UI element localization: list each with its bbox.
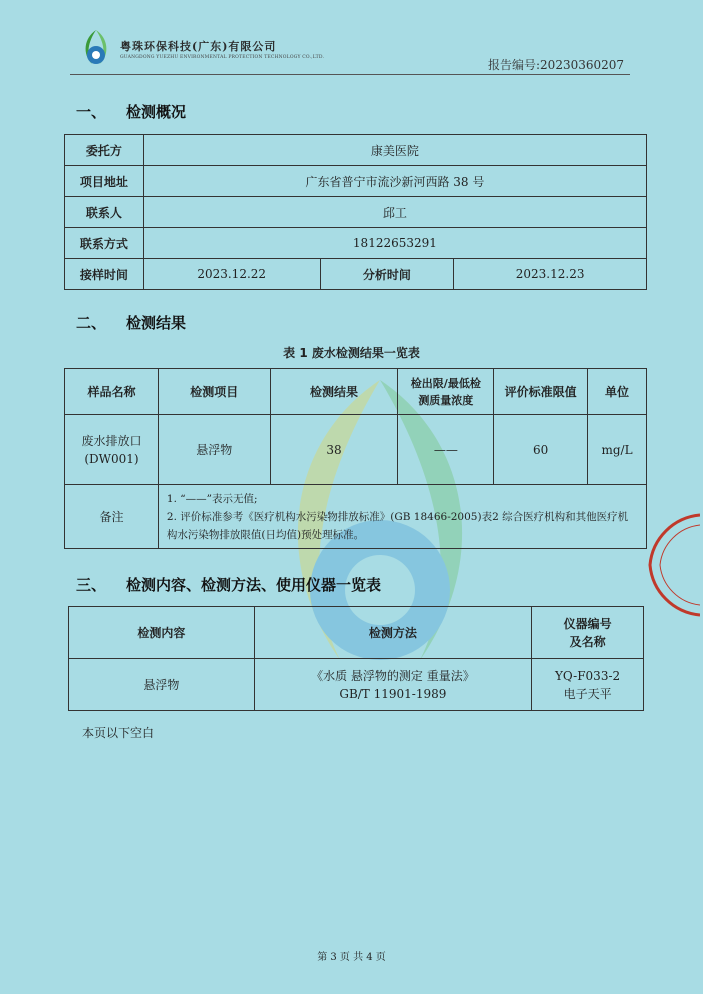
- section-2-title: [76, 312, 186, 333]
- phone-value: 18122653291: [143, 228, 646, 259]
- contact-value: 邱工: [143, 197, 646, 228]
- header-limit-line2: 测质量浓度: [418, 393, 474, 407]
- header-unit: 单位: [588, 369, 647, 415]
- client-value: 康美医院: [143, 135, 646, 166]
- limit-cell: ——: [398, 415, 494, 485]
- contact-label: 联系人: [65, 197, 144, 228]
- analysis-time-label: 分析时间: [320, 259, 454, 290]
- header-result: 检测结果: [270, 369, 398, 415]
- instrument-line1: YQ-F033-2: [554, 668, 621, 683]
- note-item-1: 1. “——”表示无值;: [166, 492, 258, 505]
- results-table: [64, 368, 647, 549]
- item-cell: 悬浮物: [158, 415, 270, 485]
- company-seal-stamp: [640, 510, 700, 620]
- section-3-number: 三、: [76, 576, 107, 594]
- unit-cell: mg/L: [588, 415, 647, 485]
- company-name-cn: 粤珠环保科技(广东)有限公司: [120, 40, 277, 53]
- section-1-heading: 检测概况: [126, 103, 187, 121]
- content-cell: 悬浮物: [69, 659, 255, 711]
- method-line1: 《水质 悬浮物的测定 重量法》: [311, 668, 475, 683]
- header-item: 检测项目: [158, 369, 270, 415]
- page-footer: 第 3 页 共 4 页: [317, 952, 386, 963]
- method-line2: GB/T 11901-1989: [339, 686, 447, 701]
- header-sample: 样品名称: [65, 369, 159, 415]
- sample-time-label: 接样时间: [65, 259, 144, 290]
- section-3-heading: 检测内容、检测方法、使用仪器一览表: [126, 576, 382, 594]
- header-limit: [398, 369, 494, 415]
- instrument-cell: [532, 659, 644, 711]
- header-instrument-line1: 仪器编号: [563, 616, 612, 631]
- header-content: 检测内容: [69, 607, 255, 659]
- section-2-number: 二、: [76, 314, 107, 332]
- instrument-line2: 电子天平: [563, 686, 612, 701]
- address-value: 广东省普宁市流沙新河西路 38 号: [143, 166, 646, 197]
- note-item-2: 2. 评价标准参考《医疗机构水污染物排放标准》(GB 18466-2005)表2 综合医疗机构和其他医疗机构水污染物排放限值(日均值)预处理标准。: [166, 510, 629, 541]
- sample-name-line2: (DW001): [84, 451, 139, 466]
- note-content: [158, 485, 646, 549]
- standard-cell: 60: [494, 415, 588, 485]
- table-1-caption: 表 1 废水检测结果一览表: [283, 346, 420, 360]
- header-instrument-line2: 及名称: [569, 634, 606, 649]
- methods-table: [68, 606, 644, 711]
- header-standard: 评价标准限值: [494, 369, 588, 415]
- analysis-time-value: 2023.12.23: [454, 259, 647, 290]
- report-number: 报告编号:20230360207: [488, 58, 625, 72]
- section-3-title: [76, 574, 381, 595]
- section-1-title: [76, 101, 186, 122]
- overview-table: [64, 134, 647, 290]
- result-cell: 38: [270, 415, 398, 485]
- address-label: 项目地址: [65, 166, 144, 197]
- header-method: 检测方法: [254, 607, 532, 659]
- blank-below-note: 本页以下空白: [82, 726, 155, 740]
- method-cell: [254, 659, 532, 711]
- note-label: 备注: [65, 485, 159, 549]
- sample-name-line1: 废水排放口: [81, 433, 142, 448]
- company-name-en: GUANGDONG YUEZHU ENVIRONMENTAL PROTECTION TECHNOLOGY CO.,LTD.: [120, 55, 325, 60]
- header-limit-line1: 检出限/最低检: [410, 376, 481, 390]
- section-1-number: 一、: [76, 103, 107, 121]
- sample-time-value: 2023.12.22: [143, 259, 320, 290]
- sample-name-cell: [65, 415, 159, 485]
- header-divider: [70, 74, 630, 75]
- header-instrument: [532, 607, 644, 659]
- phone-label: 联系方式: [65, 228, 144, 259]
- client-label: 委托方: [65, 135, 144, 166]
- company-logo-icon: [78, 28, 114, 68]
- section-2-heading: 检测结果: [126, 314, 187, 332]
